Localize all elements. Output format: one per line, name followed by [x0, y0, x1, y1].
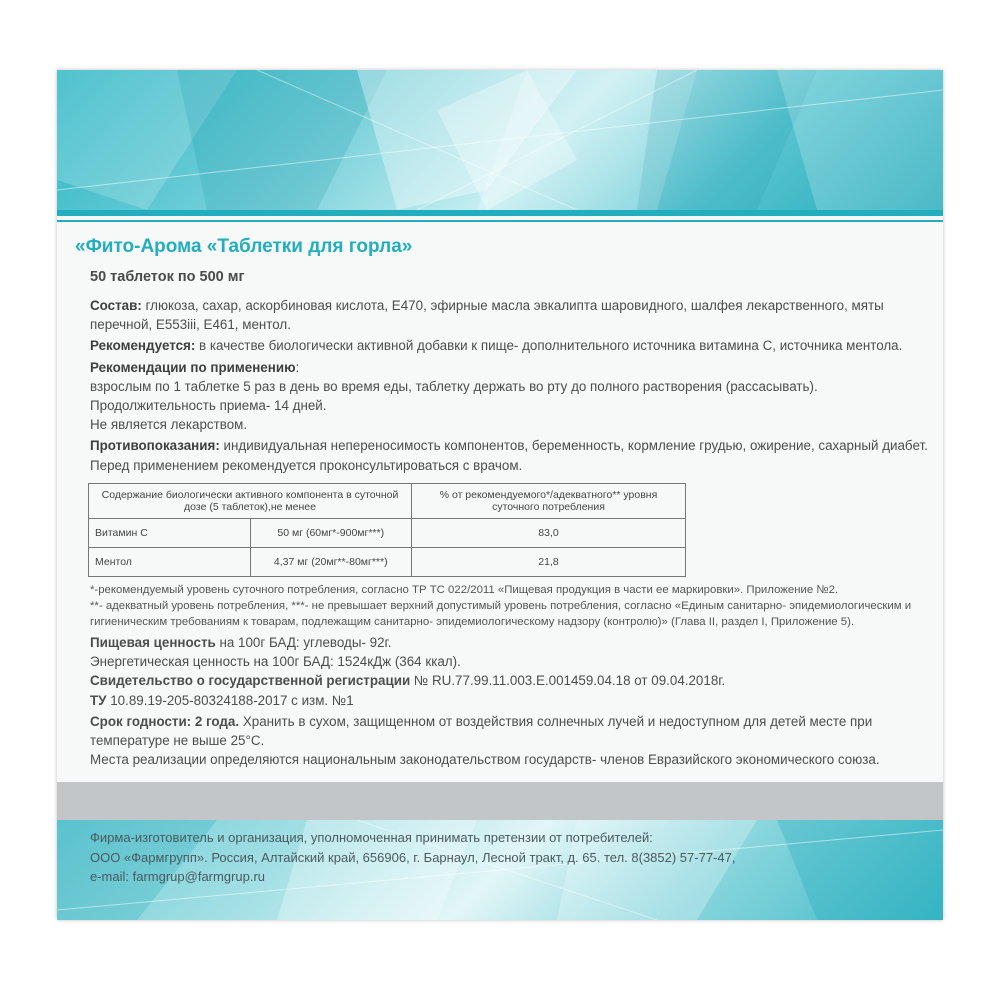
component-percent: 21,8	[412, 548, 686, 577]
table-header-right: % от рекомендуемого*/адекватного** уровня суточного потребления	[412, 484, 686, 519]
recommended-text: в качестве биологически активной добавки к пище- дополнительного источника витамина С, источника ментола.	[195, 338, 903, 354]
component-name: Витамин С	[89, 519, 251, 548]
label-content	[57, 70, 943, 920]
component-amount: 4,37 мг (20мг**-80мг***)	[250, 548, 412, 577]
product-subtitle: 50 таблеток по 500 мг	[90, 269, 245, 285]
manufacturer-line-1: Фирма-изготовитель и организация, уполномоченная принимать претензии от потребителей:	[90, 830, 653, 845]
nutrition-text: на 100г БАД: углеводы- 92г.	[215, 635, 392, 650]
table-header-row	[89, 484, 686, 519]
contraindications-paragraph	[90, 436, 935, 474]
contraindications-label: Противопоказания:	[90, 438, 220, 454]
composition-paragraph	[90, 296, 935, 334]
component-amount: 50 мг (60мг*-900мг***)	[250, 519, 412, 548]
manufacturer-line-2: ООО «Фармгрупп». Россия, Алтайский край, 656906, г. Барнаул, Лесной тракт, д. 65. тел. 8(3852) 57-77-47,	[90, 849, 736, 865]
manufacturer-block	[90, 828, 935, 887]
composition-text: глюкоза, сахар, аскорбиновая кислота, Е470, эфирные масла эвкалипта шаровидного, шалфея лекарственного, мяты перечной, Е553iii, Е461, ментол.	[90, 298, 884, 333]
shelf-life-label: Срок годности: 2 года.	[90, 713, 240, 729]
tu-text: 10.89.19-205-80324188-2017 с изм. №1	[106, 692, 354, 708]
description-block	[90, 296, 935, 475]
footnote-1: *-рекомендуемый уровень суточного потребления, согласно ТР ТС 022/2011 «Пищевая продукция в части ее маркировки». Приложение №2.	[90, 584, 839, 596]
contraindications-text: индивидуальная непереносимость компонентов, беременность, кормление грудью, ожирение, сахарный диабет. Перед применением рекомендуется проконсультироваться с врачом.	[90, 438, 928, 473]
table-header-left: Содержание биологически активного компонента в суточной дозе (5 таблеток),не менее	[89, 484, 412, 519]
nutrition-registration-block	[90, 633, 935, 769]
manufacturer-email: e-mail: farmgrup@farmgrup.ru	[90, 869, 266, 884]
usage-label: Рекомендации по применению	[90, 359, 296, 375]
active-components-table	[88, 483, 686, 577]
energy-paragraph: Энергетическая ценность на 100г БАД: 1524кДж (364 ккал).	[90, 654, 461, 670]
component-percent: 83,0	[412, 519, 686, 548]
footnote-2: **- адекватный уровень потребления, ***- не превышает верхний допустимый уровень потребления, согласно «Единым санитарно- эпидемиологическим и гигиеническим требованиям к товарам, подлежащим санитарно- эпидемиологическому надзору (контролю)» (Глава II, раздел I, Приложение 5).	[90, 600, 912, 628]
nutrition-label: Пищевая ценность	[90, 635, 216, 650]
registration-paragraph	[90, 671, 935, 690]
recommended-label: Рекомендуется:	[90, 338, 196, 354]
table-row	[89, 519, 686, 548]
usage-line-3: Не является лекарством.	[90, 417, 248, 433]
component-name: Ментол	[89, 548, 251, 577]
tu-paragraph	[90, 691, 935, 710]
shelf-life-paragraph	[90, 712, 935, 750]
product-title: «Фито-Арома «Таблетки для горла»	[75, 236, 413, 257]
sales-paragraph: Места реализации определяются национальным законодательством государств- членов Евразийского экономического союза.	[90, 752, 880, 768]
usage-line-1: взрослым по 1 таблетке 5 раз в день во время еды, таблетку держать во рту до полного растворения (рассасывать).	[90, 378, 818, 394]
registration-text: № RU.77.99.11.003.Е.001459.04.18 от 09.04.2018г.	[410, 673, 726, 689]
tu-label: ТУ	[90, 692, 107, 708]
nutrition-paragraph	[90, 633, 935, 652]
table-row	[89, 548, 686, 577]
usage-line-2: Продолжительность приема- 14 дней.	[90, 398, 327, 414]
registration-label: Свидетельство о государственной регистрации	[90, 673, 411, 689]
usage-heading: Рекомендации по применению:	[90, 359, 300, 375]
composition-label: Состав:	[90, 298, 142, 313]
footnotes	[90, 582, 930, 630]
recommended-paragraph	[90, 336, 935, 355]
shelf-life-text: Хранить в сухом, защищенном от воздействия солнечных лучей и недоступном для детей месте при температуре не выше 25°С.	[90, 713, 873, 749]
package-back-panel	[57, 70, 943, 920]
